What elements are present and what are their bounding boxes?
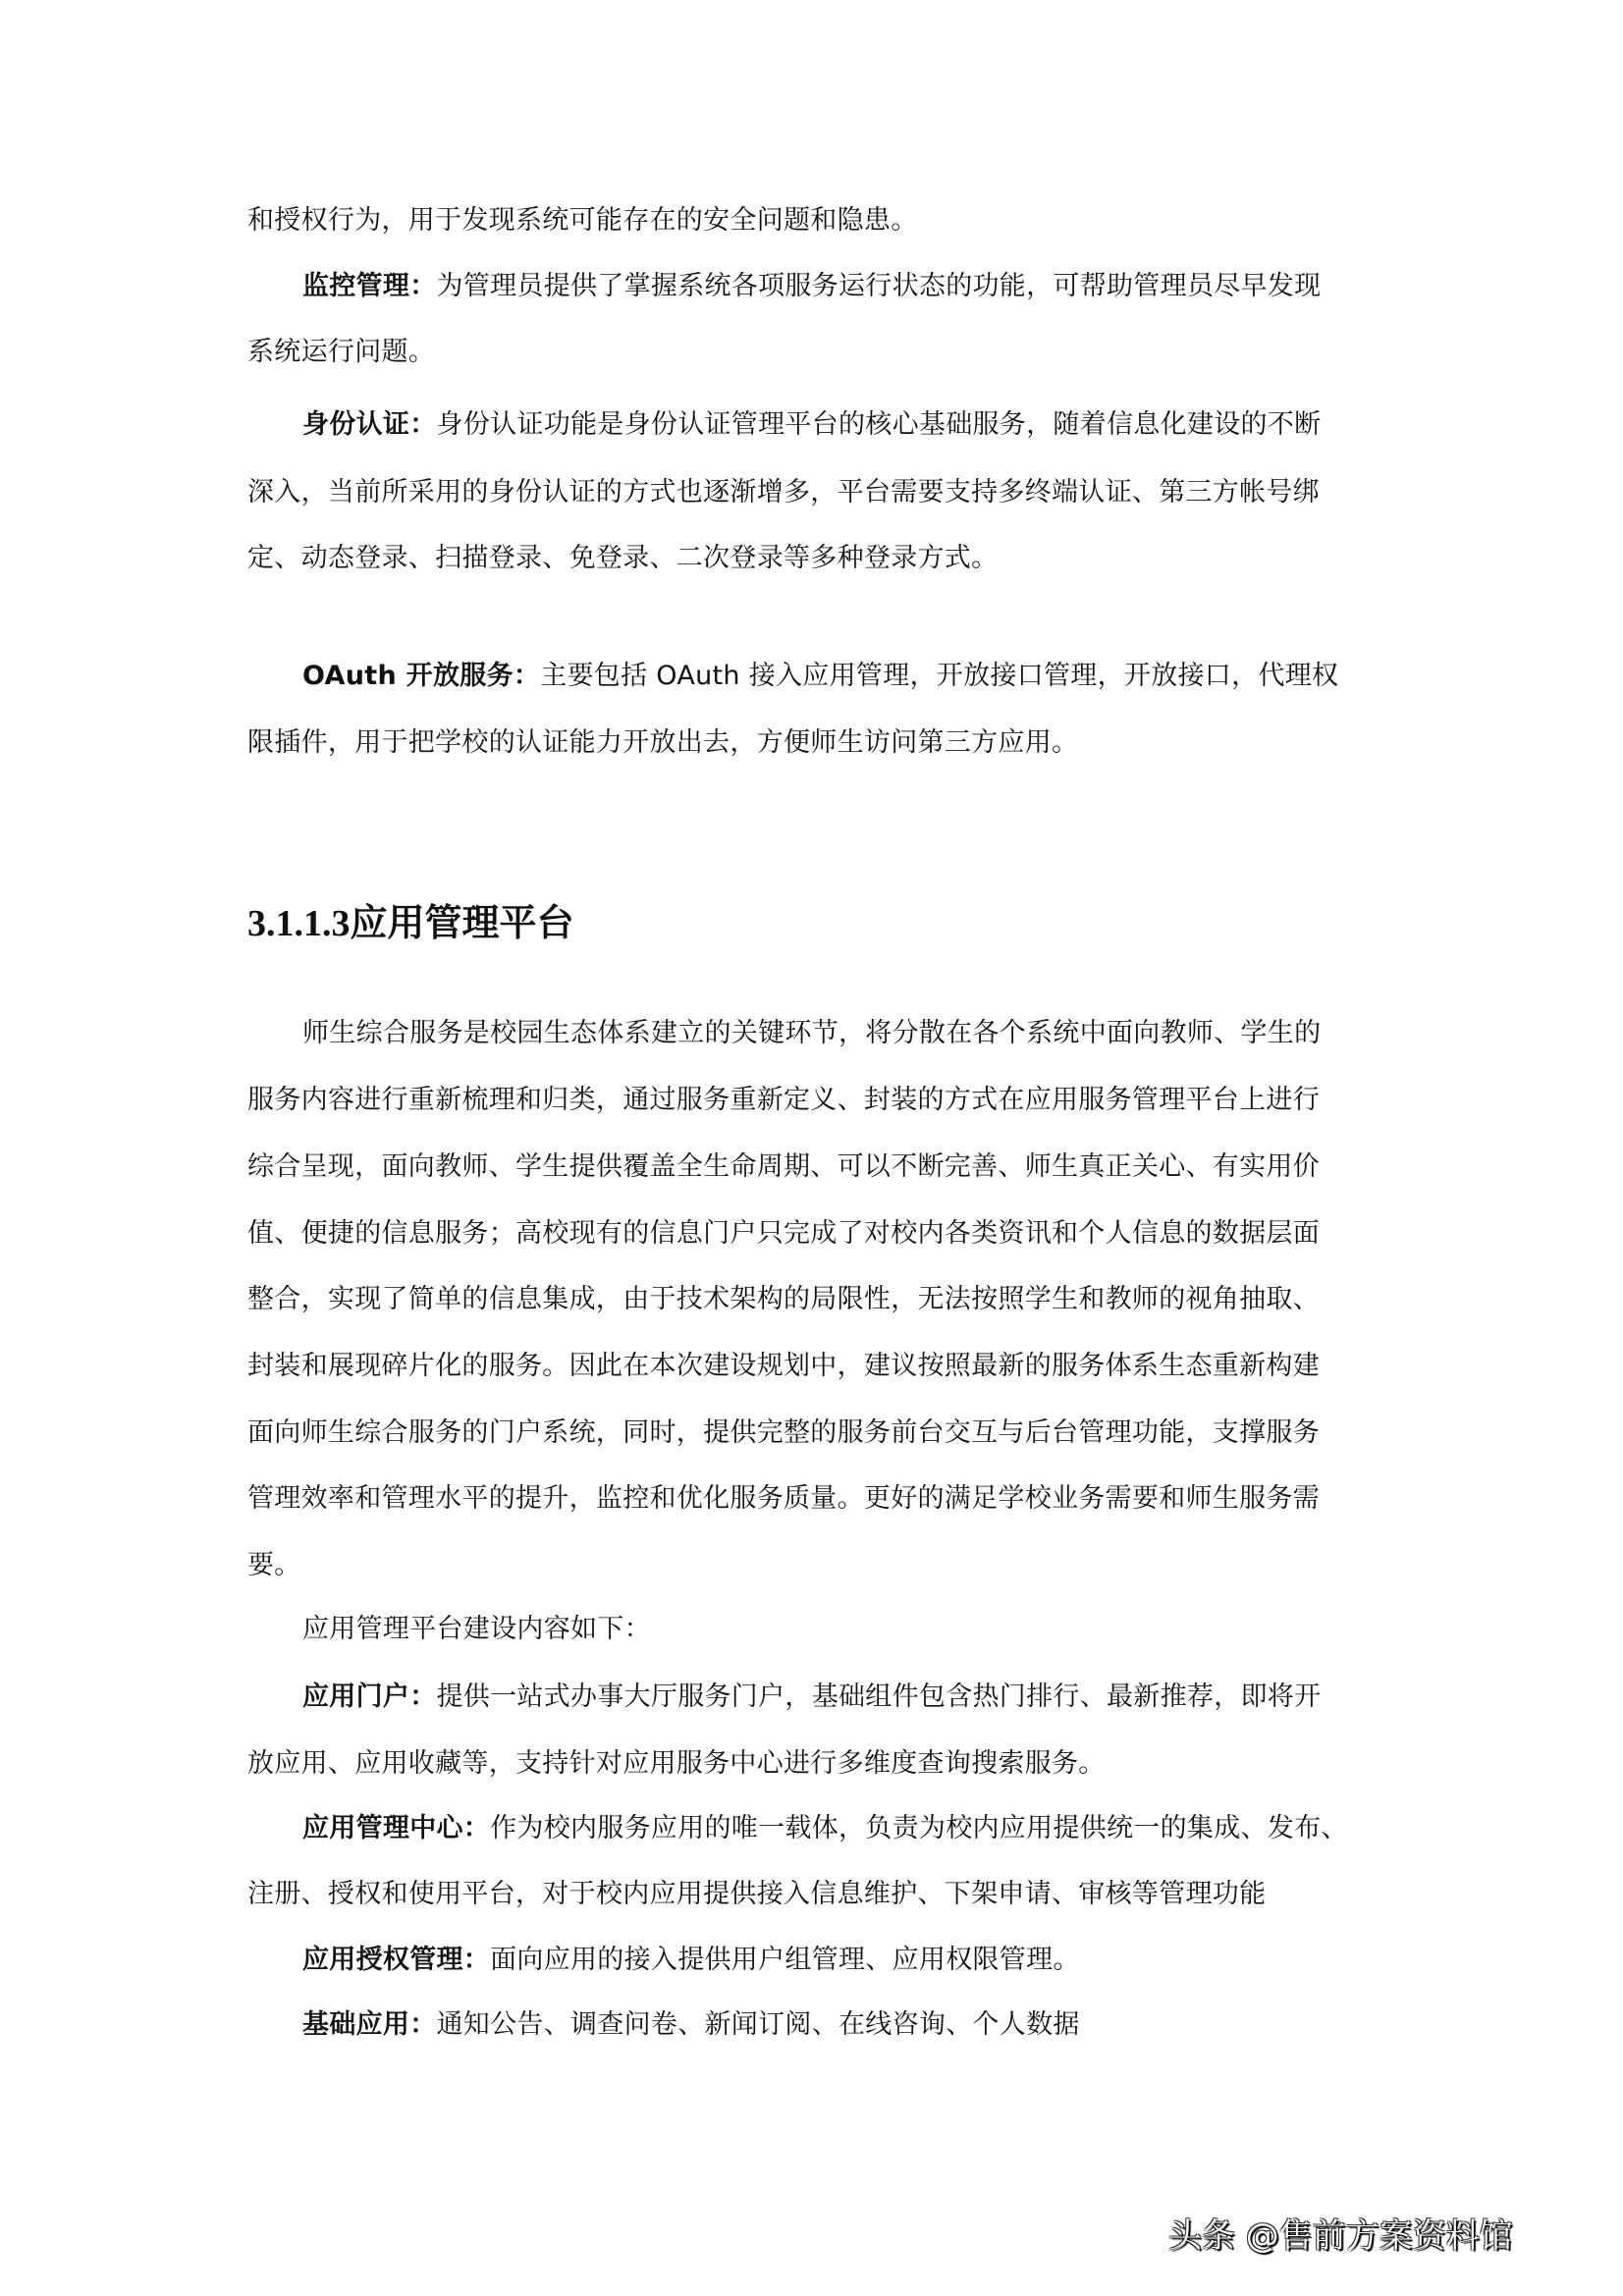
watermark: 头条 @售前方案资料馆 (1168, 2216, 1513, 2256)
app-portal-text-1: 提供一站式办事大厅服务门户，基础组件包含热门排行、最新推荐，即将开 (436, 1682, 1322, 1712)
oauth-label: OAuth 开放服务： (302, 661, 541, 691)
app-portal-line-2: 放应用、应用收藏等，支持针对应用服务中心进行多维度查询搜索服务。 (247, 1748, 1106, 1779)
intro-line-6: 封装和展现碎片化的服务。因此在本次建设规划中，建议按照最新的服务体系生态重新构建 (247, 1351, 1320, 1381)
section-heading: 3.1.1.3应用管理平台 (247, 903, 574, 944)
oauth-text-1: 主要包括 OAuth 接入应用管理，开放接口管理，开放接口，代理权 (540, 661, 1339, 691)
app-auth-line (247, 1944, 1447, 1977)
identity-auth-line-1 (247, 408, 1447, 442)
basic-apps-label: 基础应用： (302, 2009, 437, 2040)
app-auth-label: 应用授权管理： (302, 1945, 491, 1975)
contents-intro: 应用管理平台建设内容如下： (302, 1614, 651, 1644)
continuation-line: 和授权行为，用于发现系统可能存在的安全问题和隐患。 (247, 205, 918, 236)
app-auth-text: 面向应用的接入提供用户组管理、应用权限管理。 (490, 1945, 1080, 1975)
intro-line-8: 管理效率和管理水平的提升，监控和优化服务质量。更好的满足学校业务需要和师生服务需 (247, 1483, 1320, 1514)
intro-line-3: 综合呈现，面向教师、学生提供覆盖全生命周期、可以不断完善、师生真正关心、有实用价 (247, 1151, 1320, 1182)
monitoring-label: 监控管理： (302, 271, 437, 301)
app-center-line-2: 注册、授权和使用平台，对于校内应用提供接入信息维护、下架申请、审核等管理功能 (247, 1879, 1267, 1909)
identity-auth-line-2: 深入，当前所采用的身份认证的方式也逐渐增多，平台需要支持多终端认证、第三方帐号绑 (247, 477, 1320, 507)
monitoring-paragraph-line-2: 系统运行问题。 (247, 337, 436, 367)
app-portal-label: 应用门户： (302, 1682, 437, 1712)
identity-auth-line-3: 定、动态登录、扫描登录、免登录、二次登录等多种登录方式。 (247, 543, 999, 573)
intro-line-7: 面向师生综合服务的门户系统，同时，提供完整的服务前台交互与后台管理功能，支撑服务 (247, 1417, 1320, 1448)
intro-line-4: 值、便捷的信息服务；高校现有的信息门户只完成了对校内各类资讯和个人信息的数据层面 (247, 1218, 1320, 1249)
intro-line-1: 师生综合服务是校园生态体系建立的关键环节，将分散在各个系统中面向教师、学生的 (302, 1018, 1322, 1048)
basic-apps-line (247, 2008, 1447, 2042)
identity-auth-text-1: 身份认证功能是身份认证管理平台的核心基础服务，随着信息化建设的不断 (436, 409, 1322, 440)
oauth-line-1 (247, 660, 1447, 693)
app-center-label: 应用管理中心： (302, 1813, 491, 1843)
intro-line-5: 整合，实现了简单的信息集成，由于技术架构的局限性，无法按照学生和教师的视角抽取、 (247, 1284, 1320, 1314)
monitoring-paragraph-line-1 (247, 270, 1447, 303)
basic-apps-text: 通知公告、调查问卷、新闻订阅、在线咨询、个人数据 (436, 2009, 1080, 2040)
app-center-text-1: 作为校内服务应用的唯一载体，负责为校内应用提供统一的集成、发布、 (490, 1813, 1348, 1843)
intro-line-2: 服务内容进行重新梳理和归类，通过服务重新定义、封装的方式在应用服务管理平台上进行 (247, 1085, 1320, 1115)
app-portal-line-1 (247, 1681, 1447, 1714)
oauth-line-2: 限插件，用于把学校的认证能力开放出去，方便师生访问第三方应用。 (247, 727, 1079, 758)
intro-line-9: 要。 (247, 1550, 301, 1580)
app-center-line-1 (247, 1812, 1447, 1845)
identity-auth-label: 身份认证： (302, 409, 437, 440)
monitoring-text-1: 为管理员提供了掌握系统各项服务运行状态的功能，可帮助管理员尽早发现 (436, 271, 1322, 301)
